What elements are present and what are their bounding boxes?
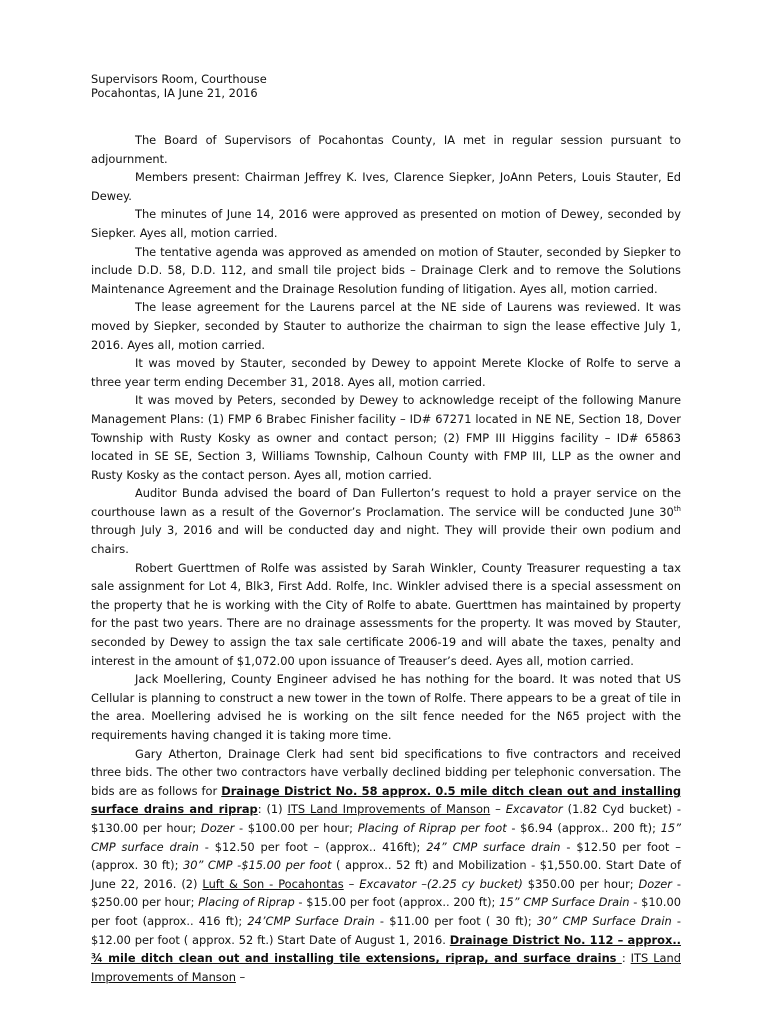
bid-item: 24” CMP surface drain — [426, 839, 561, 854]
paragraph-members-present: Members present: Chairman Jeffrey K. Ives, Clarence Siepker, JoAnn Peters, Louis Stauter, Ed Dewey. — [91, 170, 681, 203]
bid-item: Dozer — [638, 876, 672, 891]
minutes-body — [91, 131, 681, 986]
bids-text: : — [621, 951, 631, 966]
paragraph-agenda: The tentative agenda was approved as amended on motion of Stauter, seconded by Siepker to include D.D. 58, D.D. 112, and small tile project bids – Drainage Clerk and to remove the Solutions Maintenance Agreement and the Drainage Resolution funding of litigation. Ayes all, motion carried. — [91, 244, 681, 296]
bid-item: Placing of Riprap — [198, 895, 295, 910]
bid-item: Excavator –(2.25 cy bucket) — [359, 876, 523, 891]
paragraph-manure-plans: It was moved by Peters, seconded by Dewey to acknowledge receipt of the following Manure Management Plans: (1) FMP 6 Brabec Finisher facility – ID# 67271 located in NE NE, Section 18, Dover Township with Rusty Kosky as owner and contact person; (2) FMP III Higgins facility – ID# 65863 located in SE SE, Section 3, Williams Township, Calhoun County with FMP III, LLP as the owner and Rusty Kosky as the contact person. Ayes all, motion carried. — [91, 393, 681, 482]
bid-item: Excavator — [505, 802, 563, 817]
dd58-heading-dot: . — [352, 783, 358, 798]
bids-text: ( approx.. 52 ft) and Mobilization - $1,550.00. Start Date of June 22, 2016. (2) — [91, 858, 681, 891]
paragraph-lease-agreement: The lease agreement for the Laurens parcel at the NE side of Laurens was reviewed. It was moved by Siepker, seconded by Stauter to authorize the chairman to sign the lease effective July 1, 2016. Ayes all, motion carried. — [91, 300, 681, 352]
paragraph-appointment: It was moved by Stauter, seconded by Dewey to appoint Merete Klocke of Rolfe to serve a three year term ending December 31, 2018. Ayes all, motion carried. — [91, 356, 681, 389]
paragraph-session: The Board of Supervisors of Pocahontas County, IA met in regular session pursuant to adjournment. — [91, 133, 681, 166]
bids-text: – — [235, 969, 246, 984]
paragraph-prayer-service — [91, 484, 681, 558]
meeting-header — [91, 72, 681, 100]
bids-text: - $250.00 per hour; — [91, 876, 682, 910]
ordinal-suffix: th — [673, 505, 681, 514]
bids-text: : (1) — [257, 802, 288, 817]
bid-item: Dozer — [200, 820, 235, 835]
meeting-location: Supervisors Room, Courthouse — [91, 72, 267, 86]
bid-item: 24’CMP Surface Drain — [247, 913, 375, 928]
paragraph-minutes-approval: The minutes of June 14, 2016 were approved as presented on motion of Dewey, seconded by Siepker. Ayes all, motion carried. — [91, 207, 681, 240]
bid-item: 30” CMP -$15.00 per foot — [182, 858, 332, 873]
document-page — [91, 72, 681, 986]
paragraph-drainage-bids — [91, 745, 681, 987]
bids-text: - $6.94 (approx.. 200 ft); — [506, 820, 661, 835]
paragraph-county-engineer: Jack Moellering, County Engineer advised he has nothing for the board. It was noted that US Cellular is planning to construct a new tower in the town of Rolfe. There appears to be a great of tile in the area. Moellering advised he is working on the silt fence needed for the N65 project with the requirements having changed it is taking more time. — [91, 672, 681, 742]
prayer-text-1: Auditor Bunda advised the board of Dan Fullerton’s request to hold a prayer service on the courthouse lawn as a result of the Governor’s Proclamation. The service will be conducted June 30 — [91, 486, 681, 519]
bids-text: (1.82 Cyd bucket) - $130.00 per hour; — [91, 802, 682, 835]
bids-text: - $12.50 per foot – (approx. 30 ft); — [91, 839, 681, 873]
bids-text: Gary Atherton, Drainage Clerk had sent bid specifications to five contractors and received three bids. The other two contractors have verbally declined bidding per telephonic conversation. The bids are as follows for — [91, 746, 681, 798]
contractor-its: ITS Land Improvements of Manson — [287, 802, 491, 817]
bid-item: 30” CMP Surface Drain — [536, 913, 672, 928]
dd58-heading-a: Drainage District No — [221, 783, 353, 798]
contractor-its: ITS Land Improvements of Manson — [91, 951, 681, 984]
bids-text: - $12.00 per foot ( approx. 52 ft.) Start Date of August 1, 2016. — [91, 913, 682, 947]
dd112-heading: Drainage District No. 112 – approx.. ¾ mile ditch clean out and installing tile extensions, riprap, and surface drains — [91, 932, 681, 966]
contractor-luft: Luft & Son - Pocahontas — [202, 876, 344, 891]
bids-text: – — [490, 802, 506, 817]
bids-text: $350.00 per hour; — [522, 876, 639, 891]
bids-text: - $15.00 per foot (approx.. 200 ft); — [294, 895, 500, 910]
bids-text: - $12.50 per foot – (approx.. 416ft); — [198, 839, 427, 854]
bids-text: - $10.00 per foot (approx.. 416 ft); — [91, 895, 681, 928]
bids-text: - $100.00 per hour; — [234, 820, 358, 835]
bids-text: – — [343, 876, 360, 891]
prayer-text-2: through July 3, 2016 and will be conducted day and night. They will provide their own podium and chairs. — [91, 523, 681, 557]
paragraph-tax-sale: Robert Guerttmen of Rolfe was assisted by Sarah Winkler, County Treasurer requesting a tax sale assignment for Lot 4, Blk3, First Add. Rolfe, Inc. Winkler advised there is a special assessment on the property that he is working with the City of Rolfe to abate. Guerttmen has maintained by property for the past two years. There are no drainage assessments for the property. It was moved by Stauter, seconded by Dewey to assign the tax sale certificate 2006-19 and will abate the taxes, penalty and interest in the amount of $1,072.00 upon issuance of Treauser’s deed. Ayes all, motion carried. — [91, 560, 681, 668]
dd58-heading-b: 58 approx. 0.5 mile ditch clean out and installing surface drains and riprap — [91, 783, 681, 817]
bid-item: 15” CMP Surface Drain — [499, 895, 630, 910]
bid-item: 15” CMP surface drain — [91, 820, 681, 854]
bid-item: Placing of Riprap per foot — [357, 820, 507, 835]
bids-text: - $11.00 per foot ( 30 ft); — [374, 913, 537, 928]
meeting-place-date: Pocahontas, IA June 21, 2016 — [91, 86, 258, 100]
